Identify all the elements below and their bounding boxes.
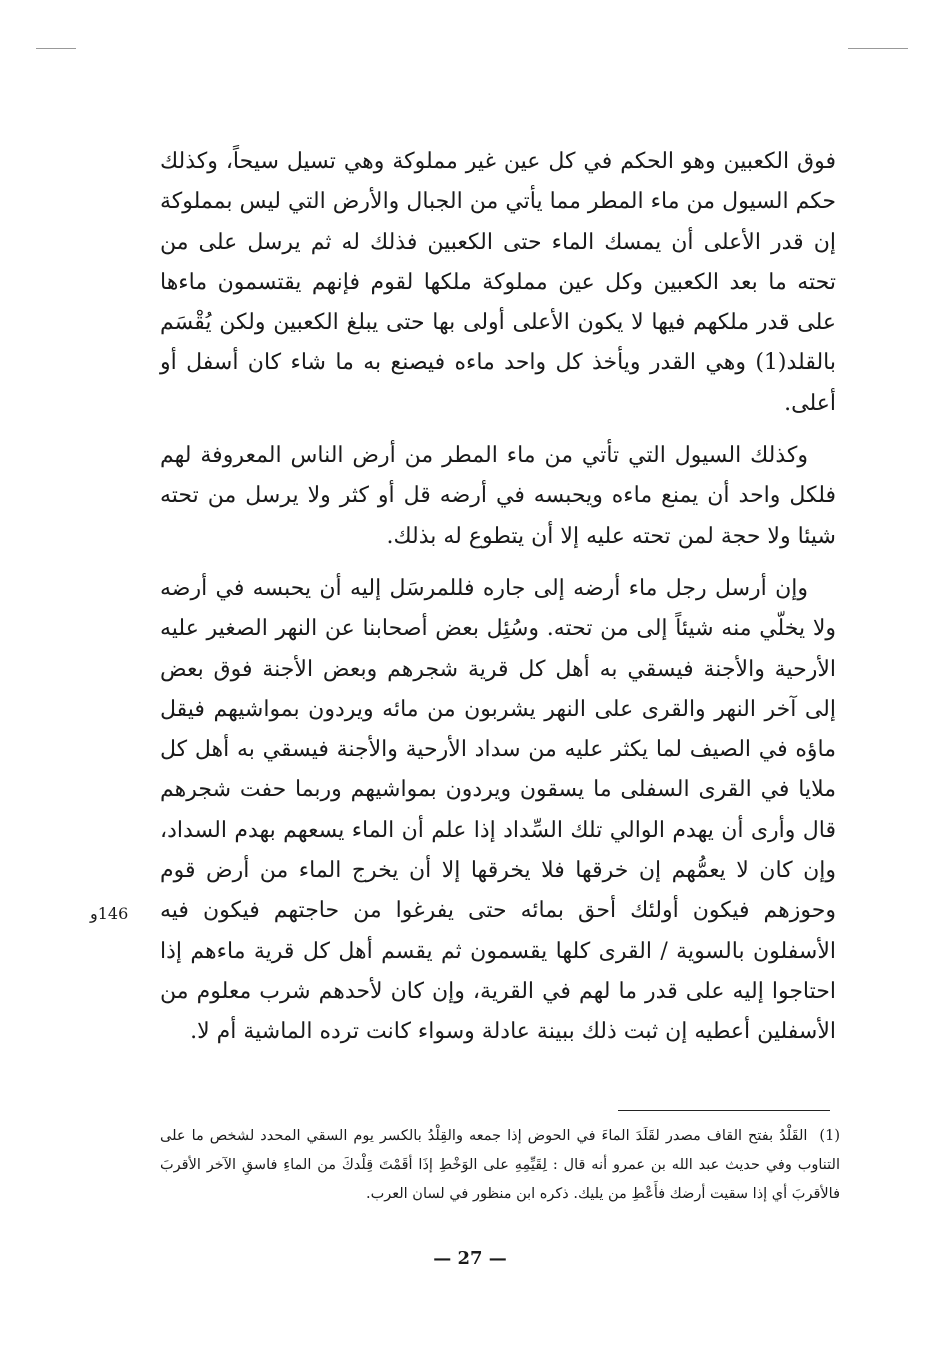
scan-speck: [848, 48, 908, 49]
folio-margin-note: 146و: [90, 904, 129, 923]
footnote-text: القَلْدُ بفتح القاف مصدر لقَلَدَ الماءَ في الحوض إذا جمعه والقِلْدُ بالكسر يوم السقي المحدد لشخص ما على التناوب وفي حديث عبد الله بن عمرو أنه قال : لِقَيِّمِهِ على الوَخْطِ إذَا أقَمْتَ قِلْدكَ من الماءِ فاسقِ الآخر الأقربَ فالأقربَ أي إذا سقيت أرضك فأَعْطِ من يليك. ذكره ابن منظور في لسان العرب.: [160, 1128, 840, 1202]
paragraph-1: فوق الكعبين وهو الحكم في كل عين غير مملوكة وهي تسيل سيحاً، وكذلك حكم السيول من ماء المطر مما يأتي من الجبال والأرض التي ليس بمملوكة إن قدر الأعلى أن يمسك الماء حتى الكعبين فذلك له ثم يرسل على من تحته ما بعد الكعبين وكل عين مملوكة ملكها لقوم فإنهم يقتسمون ماءها على قدر ملكهم فيها لا يكون الأعلى أولى بها حتى يبلغ الكعبين ولكن يُقْسَم بالقلد(1) وهي القدر ويأخذ كل واحد ماءه فيصنع به ما شاء كان أسفل أو أعلى.: [160, 149, 836, 416]
footnote: [160, 1122, 840, 1209]
paragraph-3: وإن أرسل رجل ماء أرضه إلى جاره فللمرسَل إليه أن يحبسه في أرضه ولا يخلّي منه شيئاً إلى من تحته. وسُئِل بعض أصحابنا عن النهر الصغير عليه الأرحية والأجنة فيسقي به أهل كل قرية شجرهم وبعض الأجنة فوق بعض إلى آخر النهر والقرى على النهر يشربون من مائه ويردون بمواشيهم فيقل ماؤه في الصيف لما يكثر عليه من سداد الأرحية والأجنة فيسقي به أهل كل ملايا في القرى السفلى ما يسقون ويردون بمواشيهم وربما حفت شجرهم قال وأرى أن يهدم الوالي تلك السِّداد إذا علم أن الماء يسعهم بهدم السداد، وإن كان لا يعمُّهم إن خرقها فلا يخرقها إلا أن يخرج الماء من أرض قوم وحوزهم فيكون أولئك أحق بمائه حتى يفرغوا من حاجتهم فيكون فيه الأسفلون بالسوية / القرى كلها يقسمون ثم يقسم أهل كل قرية ماءهم إذا احتاجوا إليه على قدر ما لهم في القرية، وإن كان لأحدهم شرب معلوم من الأسفلين أعطيه إن ثبت ذلك ببينة عادلة وسواء كانت ترده الماشية أم لا.: [160, 575, 836, 1045]
scan-speck: [36, 48, 76, 49]
footnote-rule: [618, 1110, 830, 1111]
page-number: — 27 —: [433, 1248, 507, 1269]
footnote-marker: (1): [819, 1128, 840, 1144]
paragraph-2: وكذلك السيول التي تأتي من ماء المطر من أرض الناس المعروفة لهم فلكل واحد أن يمنع ماءه ويحبسه في أرضه قل أو كثر ولا يرسل من تحته شيئا ولا حجة لمن تحته عليه إلا أن يتطوع له بذلك.: [160, 443, 836, 549]
main-text: [160, 142, 836, 1065]
